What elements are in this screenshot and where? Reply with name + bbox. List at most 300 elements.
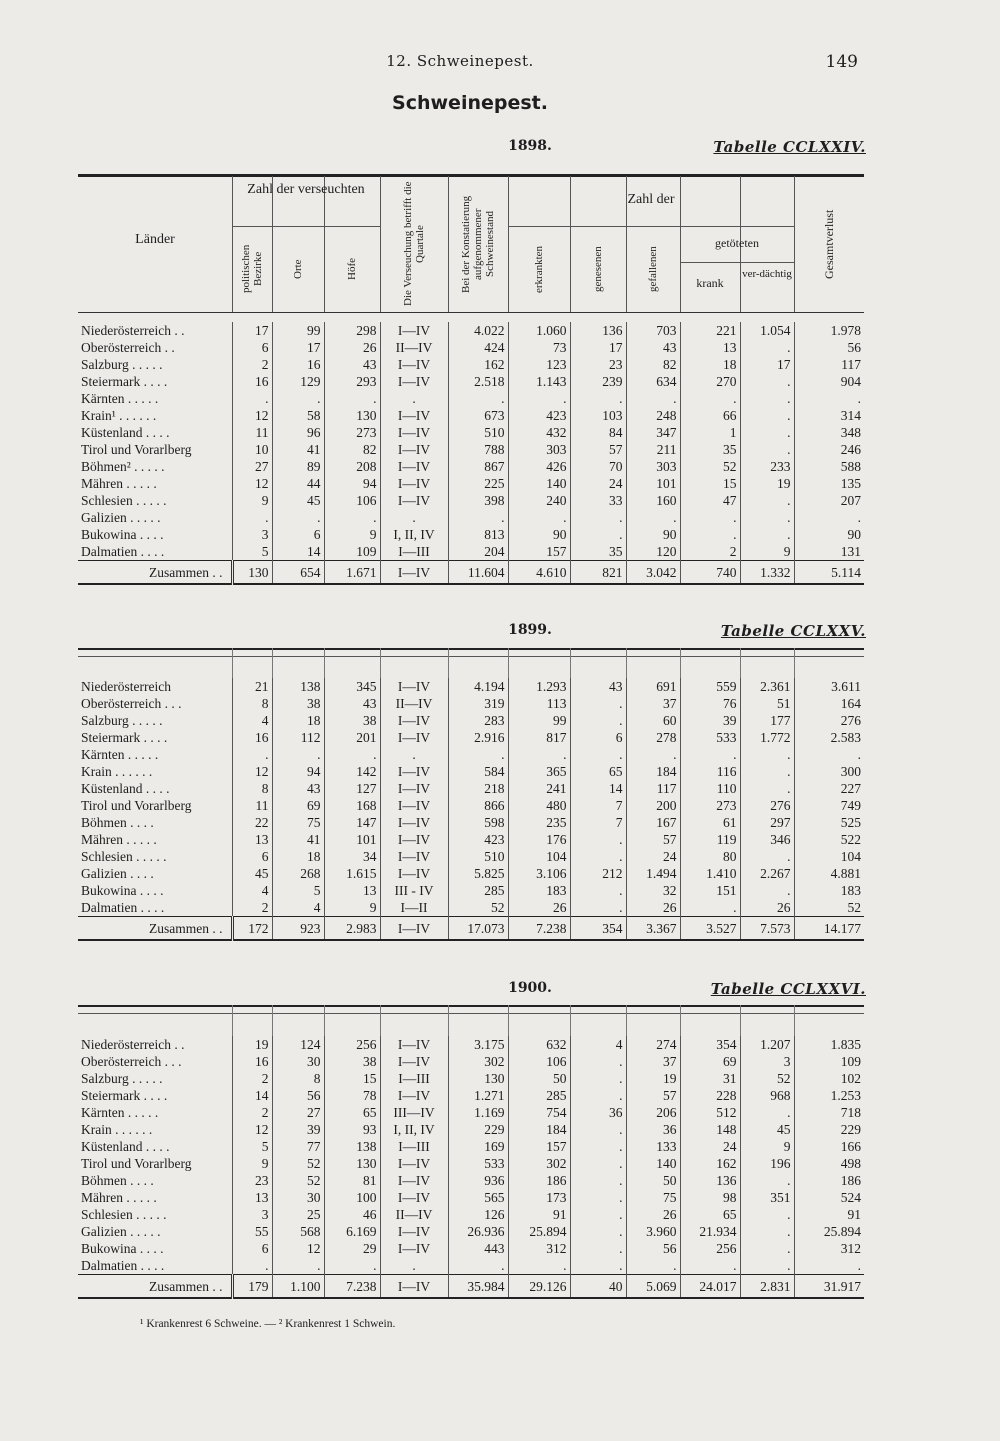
cell-value: 25.894 (508, 1223, 570, 1240)
cell-value: 46 (324, 1206, 380, 1223)
cell-value: 1.293 (508, 678, 570, 695)
cell-value: 50 (626, 1172, 680, 1189)
cell-value: 184 (508, 1121, 570, 1138)
cell-value: 5 (272, 882, 324, 899)
chapter-title: 12. Schweinepest. (386, 52, 534, 70)
cell-value: 754 (508, 1104, 570, 1121)
cell-value: 52 (448, 899, 508, 917)
cell-value: I—IV (380, 831, 448, 848)
cell-value: 206 (626, 1104, 680, 1121)
cell-value: 533 (680, 729, 740, 746)
cell-value: 168 (324, 797, 380, 814)
table-row (78, 1257, 864, 1275)
land-name: Oberösterreich . . . (81, 1054, 182, 1069)
cell-value: . (570, 695, 626, 712)
cell-value: 3 (740, 1053, 794, 1070)
cell-value: I, II, IV (380, 526, 448, 543)
cell-value: 235 (508, 814, 570, 831)
cell-value: 345 (324, 678, 380, 695)
cell-value: . (740, 1257, 794, 1275)
cell-value: 98 (680, 1189, 740, 1206)
cell-value: 5 (232, 543, 272, 561)
cell-value: 2.267 (740, 865, 794, 882)
table-row (78, 1189, 864, 1206)
cell-value: I—IV (380, 475, 448, 492)
cell-value: I—IV (380, 797, 448, 814)
cell-value: 129 (272, 373, 324, 390)
cell-value: 200 (626, 797, 680, 814)
cell-value: 24 (680, 1138, 740, 1155)
cell-value: . (508, 1257, 570, 1275)
cell-value: 17 (570, 339, 626, 356)
cell-value: 43 (272, 780, 324, 797)
cell-value: . (508, 390, 570, 407)
cell-value: 24.017 (680, 1275, 740, 1299)
table-row (78, 1104, 864, 1121)
header-genesenen: genesenen (592, 246, 604, 292)
land-name: Kärnten . . . . . (81, 1105, 159, 1120)
cell-value: 346 (740, 831, 794, 848)
cell-value: 229 (448, 1121, 508, 1138)
cell-value: 6 (232, 339, 272, 356)
cell-value: 1.253 (794, 1087, 864, 1104)
cell-value: 17.073 (448, 917, 508, 941)
cell-value: 19 (740, 475, 794, 492)
cell-value: . (380, 746, 448, 763)
cell-value: 354 (680, 1036, 740, 1053)
table-row (78, 441, 864, 458)
cell-value: 1.207 (740, 1036, 794, 1053)
cell-value: 212 (570, 865, 626, 882)
cell-value: 268 (272, 865, 324, 882)
table-row (78, 543, 864, 561)
table-label: Tabelle CCLXXVI. (710, 980, 866, 998)
cell-value: I—IV (380, 1053, 448, 1070)
cell-value: 16 (272, 356, 324, 373)
cell-value: 69 (680, 1053, 740, 1070)
land-name: Zusammen . . (78, 561, 232, 585)
table-row (78, 339, 864, 356)
cell-value: I, II, IV (380, 1121, 448, 1138)
cell-value: 5.825 (448, 865, 508, 882)
cell-value: . (740, 390, 794, 407)
cell-value: 9 (740, 1138, 794, 1155)
cell-value: 16 (232, 373, 272, 390)
cell-value: 123 (508, 356, 570, 373)
cell-value: 936 (448, 1172, 508, 1189)
cell-value: . (740, 882, 794, 899)
cell-value: 256 (680, 1240, 740, 1257)
land-name: Kärnten . . . . . (81, 747, 159, 762)
cell-value: 4 (272, 899, 324, 917)
cell-value: 524 (794, 1189, 864, 1206)
cell-value: 173 (508, 1189, 570, 1206)
cell-value: 26 (626, 1206, 680, 1223)
land-name: Mähren . . . . . (81, 832, 157, 847)
table-row (78, 475, 864, 492)
cell-value: 218 (448, 780, 508, 797)
cell-value: 17 (740, 356, 794, 373)
cell-value: . (324, 390, 380, 407)
cell-value: 673 (448, 407, 508, 424)
cell-value: 14 (570, 780, 626, 797)
cell-value: 162 (680, 1155, 740, 1172)
cell-value: 21 (232, 678, 272, 695)
cell-value: . (570, 1223, 626, 1240)
total-row (78, 561, 864, 585)
cell-value: . (380, 509, 448, 526)
land-name: Küstenland . . . . (81, 425, 170, 440)
cell-value: . (794, 1257, 864, 1275)
cell-value: . (740, 373, 794, 390)
land-name: Bukowina . . . . (81, 883, 164, 898)
cell-value: 96 (272, 424, 324, 441)
cell-value: 138 (272, 678, 324, 695)
cell-value: 60 (626, 712, 680, 729)
cell-value: 302 (508, 1155, 570, 1172)
cell-value: 1.772 (740, 729, 794, 746)
cell-value: 11 (232, 797, 272, 814)
cell-value: . (626, 390, 680, 407)
cell-value: . (626, 1257, 680, 1275)
cell-value: 37 (626, 1053, 680, 1070)
table-row (78, 356, 864, 373)
cell-value: 23 (570, 356, 626, 373)
cell-value: 6.169 (324, 1223, 380, 1240)
cell-value: 6 (232, 1240, 272, 1257)
cell-value: 162 (448, 356, 508, 373)
cell-value: 12 (232, 763, 272, 780)
cell-value: 3.367 (626, 917, 680, 941)
cell-value: 169 (448, 1138, 508, 1155)
cell-value: . (448, 746, 508, 763)
cell-value: 179 (232, 1275, 272, 1299)
cell-value: . (570, 1053, 626, 1070)
cell-value: . (232, 1257, 272, 1275)
cell-value: I—IV (380, 1189, 448, 1206)
cell-value: 104 (508, 848, 570, 865)
cell-value: 112 (272, 729, 324, 746)
cell-value: 9 (232, 492, 272, 509)
table-row (78, 1138, 864, 1155)
table-row (78, 780, 864, 797)
cell-value: I—IV (380, 424, 448, 441)
cell-value: 2.983 (324, 917, 380, 941)
cell-value: 91 (794, 1206, 864, 1223)
cell-value: 81 (324, 1172, 380, 1189)
cell-value: I—IV (380, 917, 448, 941)
cell-value: 90 (508, 526, 570, 543)
column-header (78, 176, 864, 313)
cell-value: 43 (626, 339, 680, 356)
header-krank: krank (696, 276, 724, 290)
cell-value: . (570, 746, 626, 763)
cell-value: 522 (794, 831, 864, 848)
cell-value: 273 (324, 424, 380, 441)
cell-value: 101 (324, 831, 380, 848)
cell-value: 119 (680, 831, 740, 848)
land-name: Niederösterreich . . (81, 323, 185, 338)
cell-value: 204 (448, 543, 508, 561)
cell-value: . (570, 882, 626, 899)
cell-value: . (570, 1240, 626, 1257)
cell-value: 1.671 (324, 561, 380, 585)
cell-value: 3.042 (626, 561, 680, 585)
cell-value: . (740, 526, 794, 543)
table-row (78, 746, 864, 763)
cell-value: 31 (680, 1070, 740, 1087)
cell-value: 559 (680, 678, 740, 695)
cell-value: 303 (626, 458, 680, 475)
cell-value: 6 (570, 729, 626, 746)
cell-value: . (680, 746, 740, 763)
cell-value: 126 (448, 1206, 508, 1223)
cell-value: 57 (570, 441, 626, 458)
cell-value: 13 (680, 339, 740, 356)
cell-value: 703 (626, 322, 680, 339)
cell-value: 904 (794, 373, 864, 390)
cell-value: 99 (272, 322, 324, 339)
cell-value: . (324, 509, 380, 526)
cell-value: 285 (508, 1087, 570, 1104)
cell-value: . (570, 1070, 626, 1087)
cell-value: 94 (272, 763, 324, 780)
cell-value: 565 (448, 1189, 508, 1206)
land-name: Küstenland . . . . (81, 781, 170, 796)
table-1899 (78, 678, 864, 941)
header-laender: Länder (135, 232, 175, 247)
cell-value: 26 (740, 899, 794, 917)
table-row (78, 390, 864, 407)
cell-value: 9 (232, 1155, 272, 1172)
cell-value: 32 (626, 882, 680, 899)
cell-value: 201 (324, 729, 380, 746)
cell-value: 1.494 (626, 865, 680, 882)
cell-value: 18 (272, 848, 324, 865)
cell-value: . (272, 746, 324, 763)
table-1900-caption (80, 980, 866, 1002)
cell-value: . (570, 848, 626, 865)
land-name: Krain . . . . . . (81, 764, 153, 779)
cell-value: 207 (794, 492, 864, 509)
cell-value: 135 (794, 475, 864, 492)
cell-value: 1.835 (794, 1036, 864, 1053)
cell-value: 12 (232, 1121, 272, 1138)
cell-value: 55 (232, 1223, 272, 1240)
cell-value: 24 (570, 475, 626, 492)
cell-value: 44 (272, 475, 324, 492)
table-1898-caption (80, 138, 866, 160)
cell-value: 18 (272, 712, 324, 729)
cell-value: 348 (794, 424, 864, 441)
year-label: 1900. (508, 980, 552, 996)
cell-value: . (794, 390, 864, 407)
cell-value: 131 (794, 543, 864, 561)
cell-value: 130 (324, 1155, 380, 1172)
cell-value: 398 (448, 492, 508, 509)
cell-value: 1.410 (680, 865, 740, 882)
cell-value: 866 (448, 797, 508, 814)
table-1900 (78, 1036, 864, 1299)
cell-value: . (448, 390, 508, 407)
cell-value: 221 (680, 322, 740, 339)
cell-value: 297 (740, 814, 794, 831)
cell-value: 510 (448, 848, 508, 865)
cell-value: 498 (794, 1155, 864, 1172)
cell-value: 11 (232, 424, 272, 441)
cell-value: I—IV (380, 407, 448, 424)
land-name: Steiermark . . . . (81, 1088, 168, 1103)
cell-value: . (272, 390, 324, 407)
cell-value: . (740, 746, 794, 763)
cell-value: 278 (626, 729, 680, 746)
cell-value: 426 (508, 458, 570, 475)
cell-value: 8 (232, 695, 272, 712)
cell-value: 77 (272, 1138, 324, 1155)
cell-value: 1.169 (448, 1104, 508, 1121)
cell-value: 9 (740, 543, 794, 561)
cell-value: 117 (794, 356, 864, 373)
cell-value: . (740, 441, 794, 458)
cell-value: 10 (232, 441, 272, 458)
cell-value: 432 (508, 424, 570, 441)
cell-value: 632 (508, 1036, 570, 1053)
cell-value: 14 (232, 1087, 272, 1104)
cell-value: 4.194 (448, 678, 508, 695)
cell-value: 52 (740, 1070, 794, 1087)
cell-value: I—IV (380, 1172, 448, 1189)
cell-value: . (508, 746, 570, 763)
cell-value: 4 (232, 882, 272, 899)
cell-value: 172 (232, 917, 272, 941)
cell-value: . (232, 746, 272, 763)
cell-value: 4.881 (794, 865, 864, 882)
cell-value: I—IV (380, 441, 448, 458)
year-label: 1898. (508, 138, 552, 154)
cell-value: 102 (794, 1070, 864, 1087)
cell-value: 130 (232, 561, 272, 585)
cell-value: 211 (626, 441, 680, 458)
cell-value: 160 (626, 492, 680, 509)
cell-value: 283 (448, 712, 508, 729)
cell-value: 225 (448, 475, 508, 492)
cell-value: 584 (448, 763, 508, 780)
cell-value: 276 (740, 797, 794, 814)
cell-value: 117 (626, 780, 680, 797)
cell-value: I—IV (380, 1155, 448, 1172)
cell-value: I—IV (380, 492, 448, 509)
cell-value: 2.583 (794, 729, 864, 746)
cell-value: . (272, 1257, 324, 1275)
land-name: Steiermark . . . . (81, 374, 168, 389)
cell-value: . (740, 848, 794, 865)
cell-value: 89 (272, 458, 324, 475)
cell-value: . (740, 763, 794, 780)
cell-value: 12 (232, 407, 272, 424)
cell-value: . (680, 509, 740, 526)
cell-value: 140 (626, 1155, 680, 1172)
header-erkrankten: erkrankten (533, 245, 545, 293)
cell-value: 285 (448, 882, 508, 899)
cell-value: 749 (794, 797, 864, 814)
cell-value: 22 (232, 814, 272, 831)
table-row (78, 424, 864, 441)
cell-value: 654 (272, 561, 324, 585)
cell-value: 1.271 (448, 1087, 508, 1104)
cell-value: 1.100 (272, 1275, 324, 1299)
cell-value: . (448, 1257, 508, 1275)
cell-value: 2.831 (740, 1275, 794, 1299)
table-row (78, 322, 864, 339)
cell-value: 276 (794, 712, 864, 729)
land-name: Galizien . . . . (81, 866, 154, 881)
cell-value: 151 (680, 882, 740, 899)
table-row (78, 831, 864, 848)
cell-value: 256 (324, 1036, 380, 1053)
cell-value: . (626, 509, 680, 526)
header-zahl-der: Zahl der (627, 192, 675, 207)
cell-value: 347 (626, 424, 680, 441)
cell-value: . (680, 899, 740, 917)
cell-value: 103 (570, 407, 626, 424)
table-row (78, 695, 864, 712)
cell-value: 13 (324, 882, 380, 899)
table-row (78, 865, 864, 882)
cell-value: 6 (232, 848, 272, 865)
cell-value: 65 (570, 763, 626, 780)
table-row (78, 509, 864, 526)
cell-value: 4.022 (448, 322, 508, 339)
cell-value: 37 (626, 695, 680, 712)
cell-value: 298 (324, 322, 380, 339)
cell-value: 66 (680, 407, 740, 424)
cell-value: 57 (626, 831, 680, 848)
cell-value: 38 (272, 695, 324, 712)
cell-value: 51 (740, 695, 794, 712)
cell-value: 80 (680, 848, 740, 865)
cell-value: 6 (272, 526, 324, 543)
cell-value: 52 (272, 1155, 324, 1172)
cell-value: 7.573 (740, 917, 794, 941)
cell-value: 184 (626, 763, 680, 780)
cell-value: 110 (680, 780, 740, 797)
table-row (78, 899, 864, 917)
cell-value: 78 (324, 1087, 380, 1104)
cell-value: 56 (272, 1087, 324, 1104)
cell-value: II—IV (380, 1206, 448, 1223)
cell-value: 13 (232, 1189, 272, 1206)
table-row (78, 1036, 864, 1053)
cell-value: 41 (272, 441, 324, 458)
table-row (78, 1206, 864, 1223)
cell-value: 43 (324, 695, 380, 712)
cell-value: III—IV (380, 1104, 448, 1121)
cell-value: 19 (626, 1070, 680, 1087)
cell-value: 25.894 (794, 1223, 864, 1240)
cell-value: I—IV (380, 780, 448, 797)
cell-value: . (740, 492, 794, 509)
cell-value: 7 (570, 797, 626, 814)
land-name: Bukowina . . . . (81, 1241, 164, 1256)
cell-value: III - IV (380, 882, 448, 899)
cell-value: . (794, 509, 864, 526)
land-name: Mähren . . . . . (81, 476, 157, 491)
cell-value: 525 (794, 814, 864, 831)
cell-value: I—IV (380, 678, 448, 695)
table-1898 (78, 322, 864, 585)
land-name: Krain . . . . . . (81, 1122, 153, 1137)
cell-value: 240 (508, 492, 570, 509)
